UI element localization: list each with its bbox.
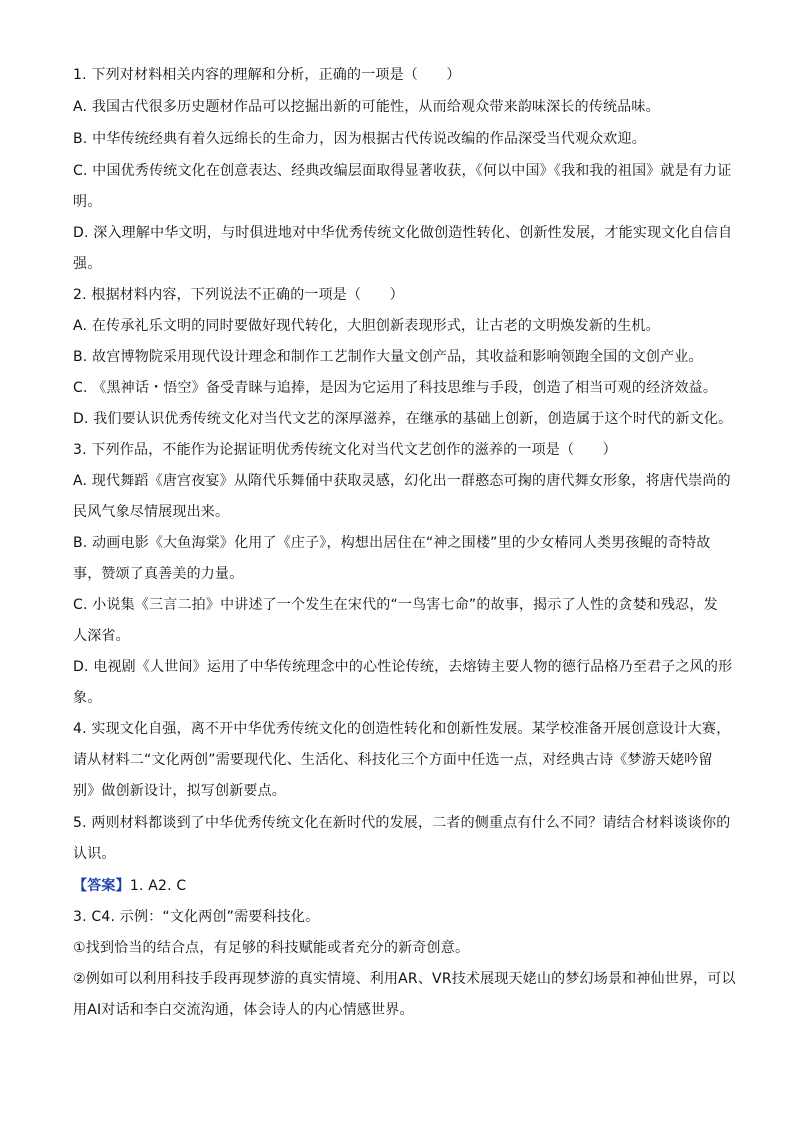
question-1-option-b: B. 中华传统经典有着久远绵长的生命力，因为根据古代传说改编的作品深受当代观众欢迎。 — [73, 131, 646, 147]
question-2-option-c: C. 《黑神话・悟空》备受青睐与追捧，是因为它运用了科技思维与手段，创造了相当可观的经济效益。 — [73, 380, 718, 396]
question-1-option-c-cont: 明。 — [73, 194, 102, 210]
question-3-option-a: A. 现代舞蹈《唐宫夜宴》从隋代乐舞俑中获取灵感，幻化出一群憨态可掬的唐代舞女形象，将唐代崇尚的 — [73, 473, 731, 489]
question-3-option-c: C. 小说集《三言二拍》中讲述了一个发生在宋代的“一鸟害七命”的故事，揭示了人性的贪婪和残忍，发 — [73, 597, 718, 613]
question-2-option-b: B. 故宫博物院采用现代设计理念和制作工艺制作大量文创产品，其收益和影响领跑全国的文创产业。 — [73, 349, 703, 365]
answer-line-4: ②例如可以利用科技手段再现梦游的真实情境、利用AR、VR技术展现天姥山的梦幻场景和神仙世界，可以 — [73, 971, 736, 987]
question-1-option-c: C. 中国优秀传统文化在创意表达、经典改编层面取得显著收获，《何以中国》《我和我的祖国》就是有力证 — [73, 163, 732, 179]
question-1-stem: 1. 下列对材料相关内容的理解和分析，正确的一项是（ ） — [73, 67, 461, 83]
question-2-stem: 2. 根据材料内容，下列说法不正确的一项是（ ） — [73, 287, 404, 303]
question-1-option-d: D. 深入理解中华文明，与时俱进地对中华优秀传统文化做创造性转化、创新性发展，才能实现文化自信自 — [73, 225, 733, 241]
question-4-line-1: 4. 实现文化自强，离不开中华优秀传统文化的创造性转化和创新性发展。某学校准备开展创意设计大赛， — [73, 721, 731, 737]
question-3-option-b: B. 动画电影《大鱼海棠》化用了《庄子》，构想出居住在“神之围楼”里的少女椿同人类男孩鲲的奇特故 — [73, 535, 711, 551]
question-2-option-a: A. 在传承礼乐文明的同时要做好现代转化，大胆创新表现形式，让古老的文明焕发新的生机。 — [73, 318, 660, 334]
question-3-option-a-cont: 民风气象尽情展现出来。 — [73, 504, 230, 520]
question-3-option-c-cont: 人深省。 — [73, 628, 130, 644]
answer-line-5: 用AI对话和李白交流沟通，体会诗人的内心情感世界。 — [73, 1002, 414, 1018]
question-3-option-d: D. 电视剧《人世间》运用了中华传统理念中的心性论传统，去熔铸主要人物的德行品格乃至君子之风的形 — [73, 659, 733, 675]
question-4-line-2: 请从材料二“文化两创”需要现代化、生活化、科技化三个方面中任选一点，对经典古诗《梦游天姥吟留 — [73, 752, 713, 768]
question-5-line-2: 认识。 — [73, 846, 116, 862]
answer-tag: 【答案】 — [73, 878, 130, 894]
answer-line-1 — [73, 876, 733, 896]
question-2-option-d: D. 我们要认识优秀传统文化对当代文艺的深厚滋养，在继承的基础上创新，创造属于这个时代的新文化。 — [73, 411, 733, 427]
question-5-line-1: 5. 两则材料都谈到了中华优秀传统文化在新时代的发展，二者的侧重点有什么不同？请结合材料谈谈你的 — [73, 815, 731, 831]
answer-choices-1-2: 1. A2. C — [129, 878, 187, 894]
question-3-option-d-cont: 象。 — [73, 690, 102, 706]
question-1-option-a: A. 我国古代很多历史题材作品可以挖掘出新的可能性，从而给观众带来韵味深长的传统品味。 — [73, 99, 660, 115]
question-3-option-b-cont: 事，赞颂了真善美的力量。 — [73, 566, 244, 582]
answer-line-2: 3. C4. 示例：“文化两创”需要科技化。 — [73, 909, 320, 925]
question-3-stem: 3. 下列作品，不能作为论据证明优秀传统文化对当代文艺创作的滋养的一项是（ ） — [73, 442, 617, 458]
question-1-option-d-cont: 强。 — [73, 256, 102, 272]
answer-line-3: ①找到恰当的结合点，有足够的科技赋能或者充分的新奇创意。 — [73, 940, 470, 956]
question-4-line-3: 别》做创新设计，拟写创新要点。 — [73, 783, 286, 799]
